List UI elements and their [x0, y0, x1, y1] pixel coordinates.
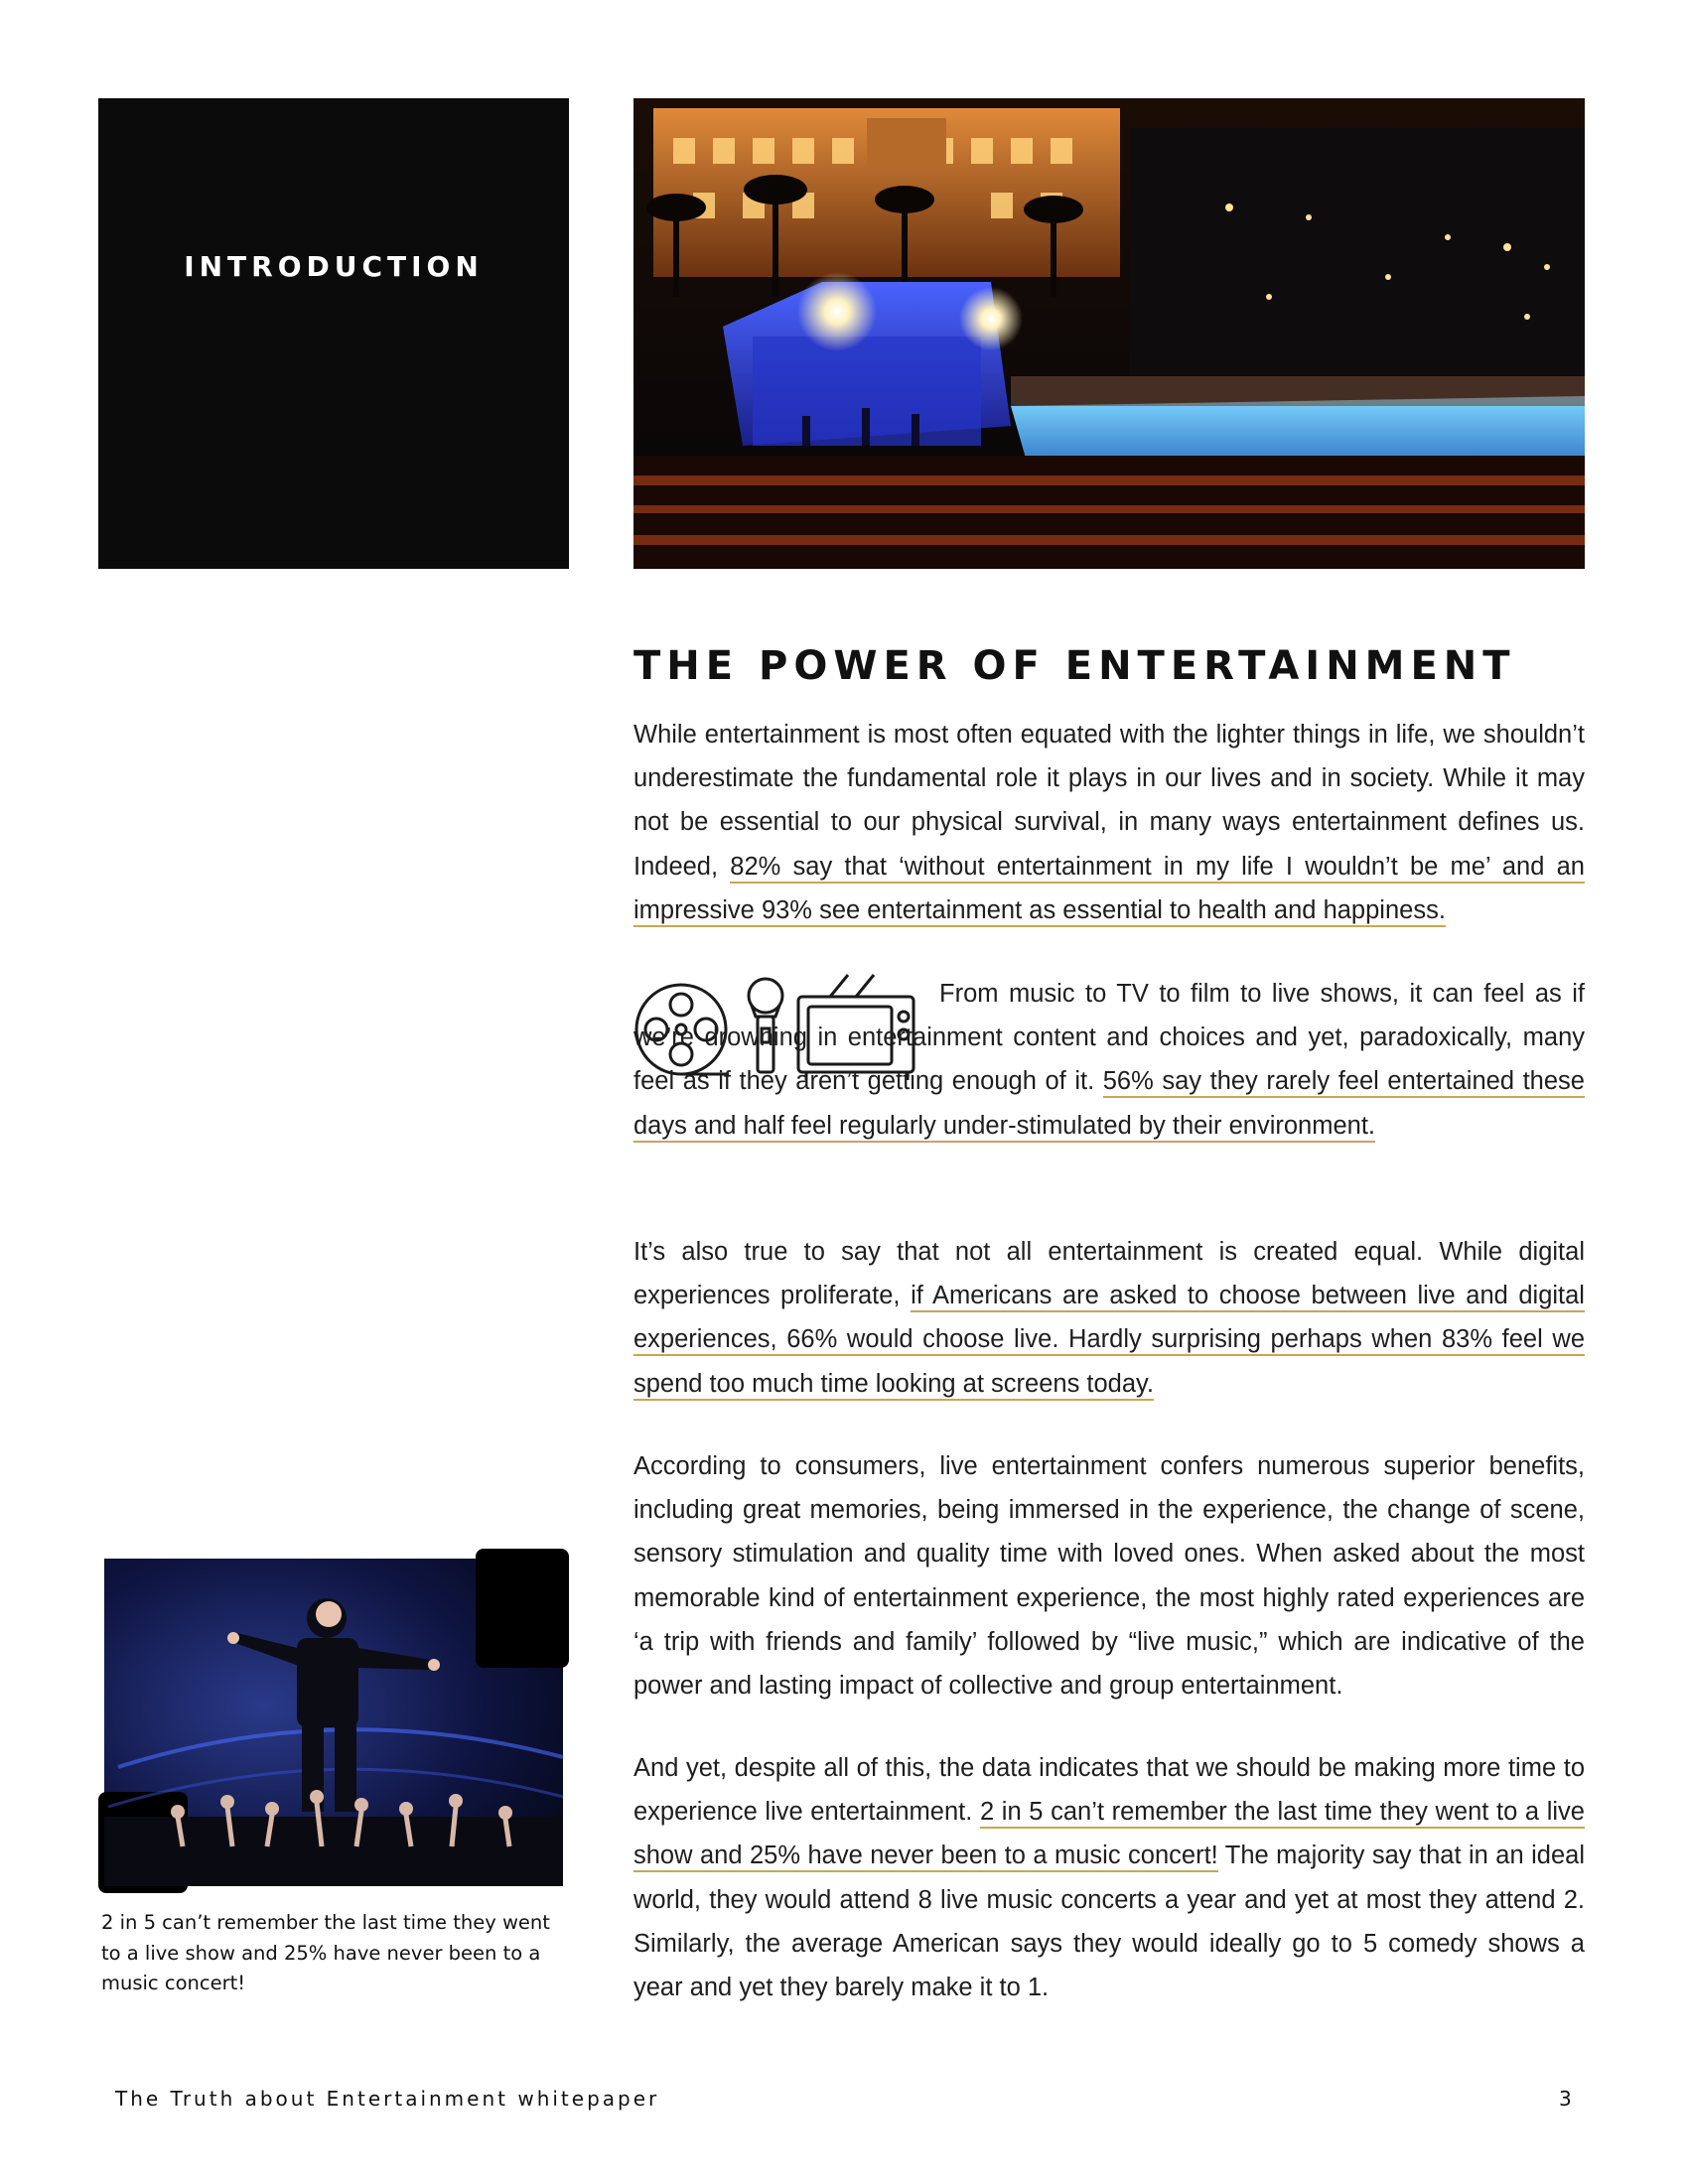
paragraph-3 [633, 1230, 1585, 1406]
footer-document-title: The Truth about Entertainment whitepaper [115, 2087, 660, 2111]
highlighted-statistic: if Americans are asked to choose between live and digital experiences, 66% would choose live. Hardly surprising perhaps when 83% feel we spend too much time looking at screens today. [633, 1282, 1585, 1400]
paragraph-1 [633, 713, 1585, 932]
paragraph-5 [633, 1746, 1585, 2009]
paragraph-4: According to consumers, live entertainment confers numerous superior benefits, including great memories, being immersed in the experience, the change of scene, sensory stimulation and quality time with loved ones. When asked about the most memorable kind of entertainment experience, the most highly rated experiences are ‘a trip with friends and family’ followed by “live music,” which are indicative of the power and lasting impact of collective and group entertainment. [633, 1452, 1585, 1701]
section-label-box [98, 98, 569, 569]
paragraph-text: And yet, despite all of this, the data indicates that we should be making more time to experience live entertainment. [633, 1754, 1585, 1827]
paragraph-text: It’s also true to say that not all entertainment is created equal. While digital experiences proliferate, [633, 1238, 1585, 1310]
paragraph-2 [633, 972, 1585, 1148]
paragraph-text: From music to TV to film to live shows, it can feel as if we’re drowning in entertainment content and choices and yet, paradoxically, many feel as if they aren’t getting enough of it. [633, 980, 1585, 1096]
hero-concert-photo [633, 98, 1585, 569]
paragraph-text: The majority say that in an ideal world, they would attend 8 live music concerts a year and yet at most they attend 2. Similarly, the average American says they would ideally go to 5 comedy shows a year and yet they barely make it to 1. [633, 1842, 1585, 2002]
highlighted-statistic: 82% say that ‘without entertainment in my life I wouldn’t be me’ and an impressive 93% see entertainment as essential to health and happiness. [633, 853, 1585, 927]
page-number: 3 [1559, 2087, 1572, 2111]
photo-caption: 2 in 5 can’t remember the last time they went to a live show and 25% have never been to a music concert! [101, 1911, 550, 1994]
section-heading: THE POWER OF ENTERTAINMENT [633, 643, 1516, 689]
highlighted-statistic: 56% say they rarely feel entertained these days and half feel regularly under-stimulated by their environment. [633, 1067, 1585, 1142]
section-label: INTRODUCTION [184, 249, 484, 283]
highlighted-statistic: 2 in 5 can’t remember the last time they went to a live show and 25% have never been to a music concert! [633, 1798, 1585, 1872]
performer-photo [98, 1549, 569, 1893]
paragraph-text: While entertainment is most often equated with the lighter things in life, we shouldn’t underestimate the fundamental role it plays in our lives and in society. While it may not be essential to our physical survival, in many ways entertainment defines us. Indeed, [633, 721, 1585, 881]
